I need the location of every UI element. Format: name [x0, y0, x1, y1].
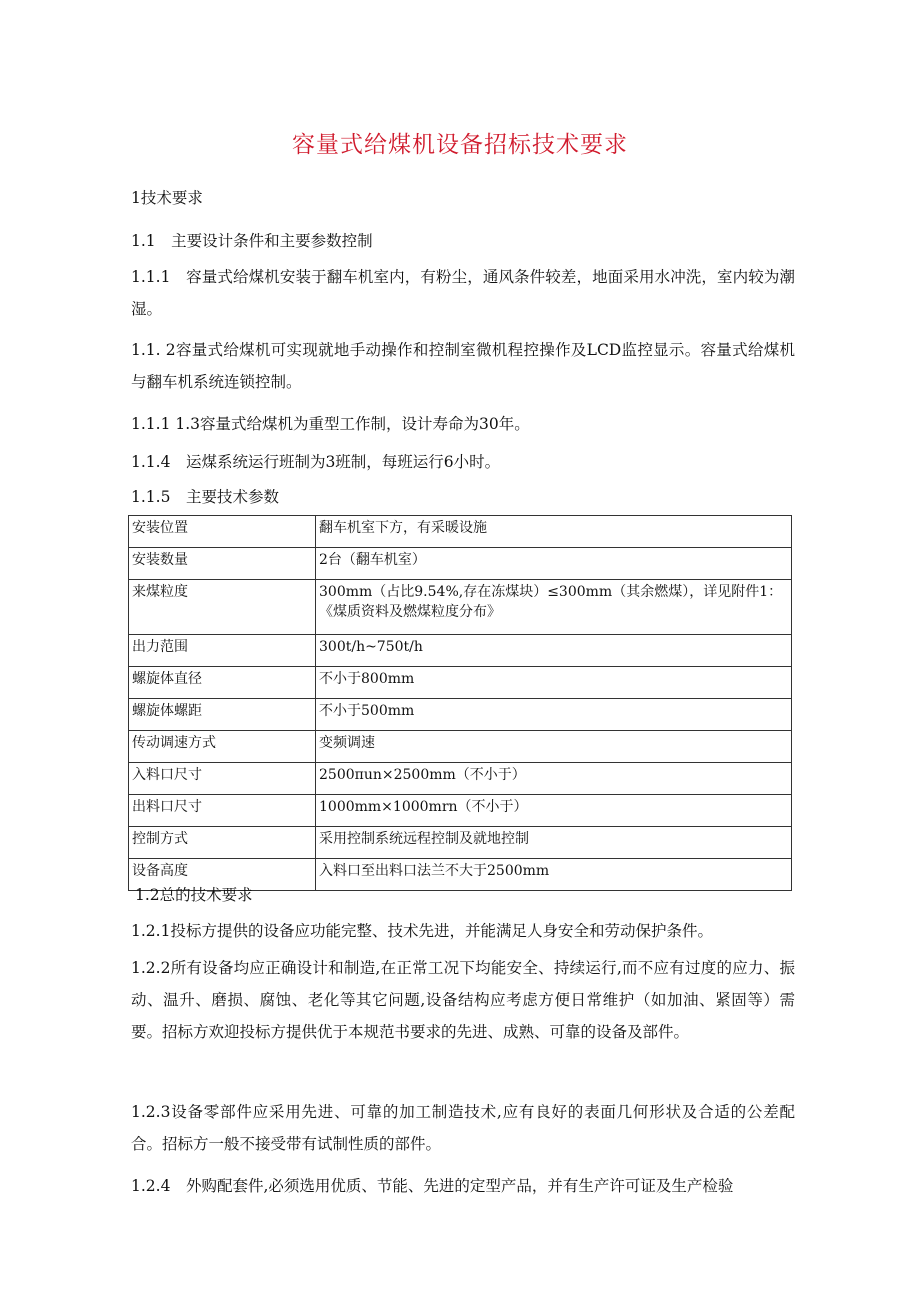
param-name: 安装位置: [129, 516, 316, 548]
paragraph-1-2-4: 1.2.4 外购配套件,必须选用优质、节能、先进的定型产品，并有生产许可证及生产检验: [131, 1177, 734, 1195]
table-row: [129, 667, 792, 699]
table-row: [129, 699, 792, 731]
param-name: 设备高度: [129, 859, 316, 891]
param-value: 不小于500mm: [316, 699, 792, 731]
table-row: [129, 763, 792, 795]
param-value: 变频调速: [316, 731, 792, 763]
document-title: 容量式给煤机设备招标技术要求: [292, 132, 628, 158]
param-value: 不小于800mm: [316, 667, 792, 699]
param-value: 300t/h~750t/h: [316, 635, 792, 667]
param-value: 300mm（占比9.54%,存在冻煤块）≤300mm（其余燃煤），详见附件1：《煤质资料及燃煤粒度分布》: [316, 580, 792, 635]
param-value: 2500πun×2500mm（不小于）: [316, 763, 792, 795]
section-1-1-5-heading: 1.1.5 主要技术参数: [131, 488, 279, 506]
table-row: [129, 731, 792, 763]
table-row: [129, 635, 792, 667]
paragraph-1-2-3: 1.2.3设备零部件应采用先进、可靠的加工制造技术,应有良好的表面几何形状及合适的公差配合。招标方一般不接受带有试制性质的部件。: [131, 1103, 795, 1153]
table-row: [129, 516, 792, 548]
param-name: 出料口尺寸: [129, 795, 316, 827]
paragraph-1-1-4: 1.1.4 运煤系统运行班制为3班制，每班运行6小时。: [131, 453, 501, 471]
param-value: 2台（翻车机室）: [316, 548, 792, 580]
param-name: 出力范围: [129, 635, 316, 667]
param-value: 翻车机室下方，有采暖设施: [316, 516, 792, 548]
paragraph-1-1-2: 1.1. 2容量式给煤机可实现就地手动操作和控制室微机程控操作及LCD监控显示。容量式给煤机与翻车机系统连锁控制。: [131, 341, 795, 391]
param-name: 来煤粒度: [129, 580, 316, 635]
parameters-table: [128, 515, 792, 891]
paragraph-1-2-1: 1.2.1投标方提供的设备应功能完整、技术先进，并能满足人身安全和劳动保护条件。: [131, 922, 713, 940]
param-name: 螺旋体螺距: [129, 699, 316, 731]
paragraph-1-2-2: 1.2.2所有设备均应正确设计和制造,在正常工况下均能安全、持续运行,而不应有过度的应力、振动、温升、磨损、腐蚀、老化等其它问题,设备结构应考虑方便日常维护（如加油、紧固等）需要。招标方欢迎投标方提供优于本规范书要求的先进、成熟、可靠的设备及部件。: [131, 959, 795, 1041]
table-row: [129, 548, 792, 580]
paragraph-1-1-1: 1.1.1 容量式给煤机安装于翻车机室内，有粉尘，通风条件较差，地面采用水冲洗，室内较为潮湿。: [131, 268, 795, 318]
table-row: [129, 580, 792, 635]
section-1-heading: 1技术要求: [131, 189, 203, 207]
table-row: [129, 795, 792, 827]
paragraph-1-1-3: 1.1.1 1.3容量式给煤机为重型工作制，设计寿命为30年。: [131, 415, 530, 433]
param-name: 控制方式: [129, 827, 316, 859]
param-name: 入料口尺寸: [129, 763, 316, 795]
section-1-2-heading: 1.2总的技术要求: [135, 886, 253, 904]
param-value: 1000mm×1000mrn（不小于）: [316, 795, 792, 827]
param-name: 传动调速方式: [129, 731, 316, 763]
table-row: [129, 827, 792, 859]
section-1-1-heading: 1.1 主要设计条件和主要参数控制: [131, 232, 373, 250]
param-value: 入料口至出料口法兰不大于2500mm: [316, 859, 792, 891]
param-name: 螺旋体直径: [129, 667, 316, 699]
param-value: 采用控制系统远程控制及就地控制: [316, 827, 792, 859]
param-name: 安装数量: [129, 548, 316, 580]
